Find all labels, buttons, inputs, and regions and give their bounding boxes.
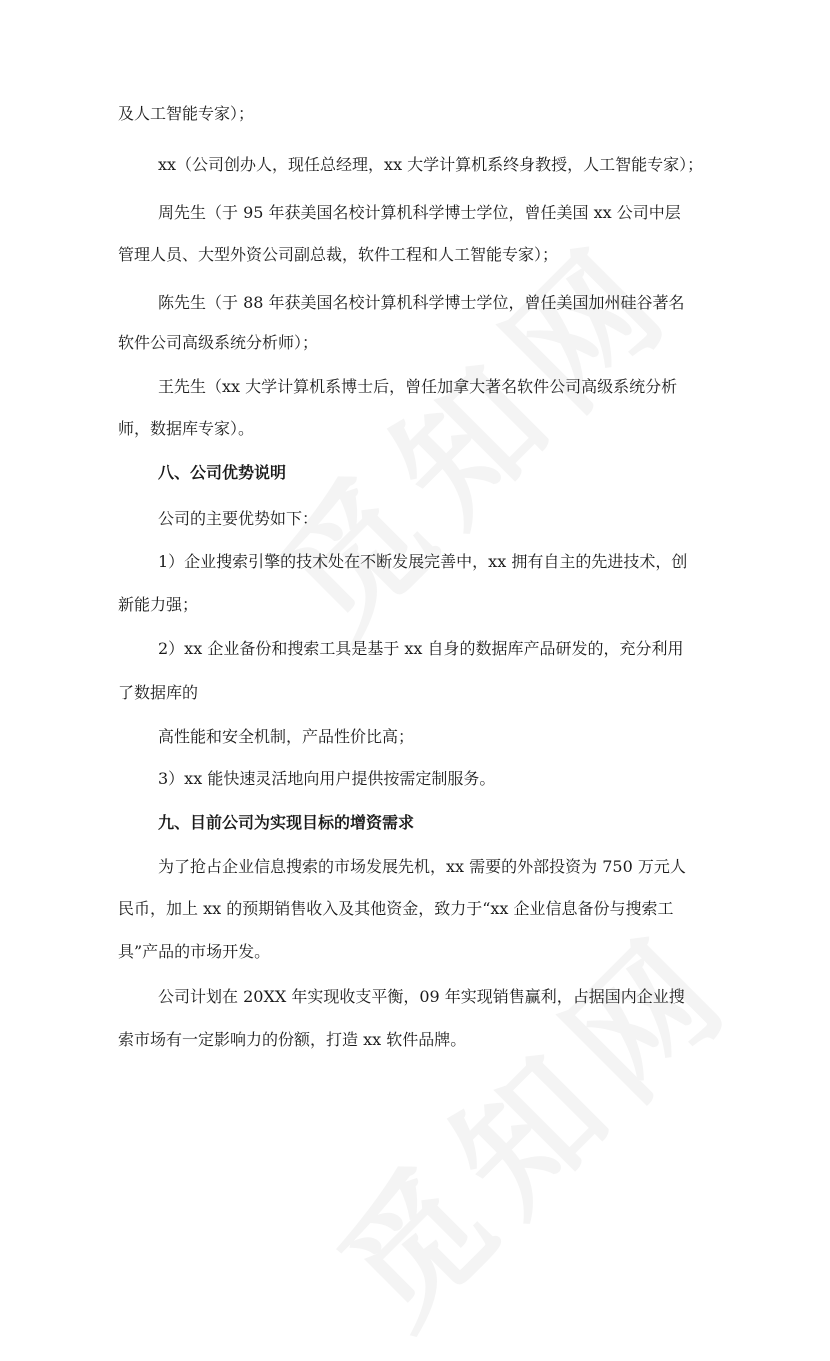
paragraph-line: 公司的主要优势如下： (158, 509, 319, 528)
list-item-line: 1）企业搜索引擎的技术处在不断发展完善中，xx 拥有自主的先进技术，创 (158, 552, 688, 571)
paragraph-line: 王先生（xx 大学计算机系博士后，曾任加拿大著名软件公司高级系统分析 (158, 377, 678, 396)
paragraph-line: xx（公司创办人，现任总经理，xx 大学计算机系终身教授，人工智能专家）； (158, 155, 704, 174)
list-item-line: 了数据库的 (118, 683, 199, 702)
section-heading: 八、公司优势说明 (158, 463, 287, 482)
paragraph-line: 民币，加上 xx 的预期销售收入及其他资金，致力于“xx 企业信息备份与搜索工 (118, 899, 674, 918)
paragraph-line: 陈先生（于 88 年获美国名校计算机科学博士学位，曾任美国加州硅谷著名 (158, 293, 685, 312)
paragraph-line: 软件公司高级系统分析师）； (118, 333, 319, 352)
paragraph-line: 周先生（于 95 年获美国名校计算机科学博士学位，曾任美国 xx 公司中层 (158, 203, 681, 222)
list-item-line: 新能力强； (118, 595, 199, 614)
paragraph-line: 为了抢占企业信息搜索的市场发展先机，xx 需要的外部投资为 750 万元人 (158, 857, 686, 876)
section-heading: 九、目前公司为实现目标的增资需求 (158, 813, 415, 832)
paragraph-line: 及人工智能专家）； (118, 104, 255, 123)
paragraph-line: 管理人员、大型外资公司副总裁，软件工程和人工智能专家）； (118, 245, 559, 264)
list-item-line: 2）xx 企业备份和搜索工具是基于 xx 自身的数据库产品研发的，充分利用 (158, 639, 684, 658)
paragraph-line: 具”产品的市场开发。 (118, 942, 271, 961)
list-item-line: 高性能和安全机制，产品性价比高； (158, 727, 415, 746)
watermark (289, 880, 771, 1361)
paragraph-line: 公司计划在 20XX 年实现收支平衡，09 年实现销售赢利，占据国内企业搜 (158, 987, 685, 1006)
paragraph-line: 师，数据库专家）。 (118, 419, 255, 438)
list-item-line: 3）xx 能快速灵活地向用户提供按需定制服务。 (158, 769, 496, 788)
paragraph-line: 索市场有一定影响力的份额，打造 xx 软件品牌。 (118, 1030, 467, 1049)
